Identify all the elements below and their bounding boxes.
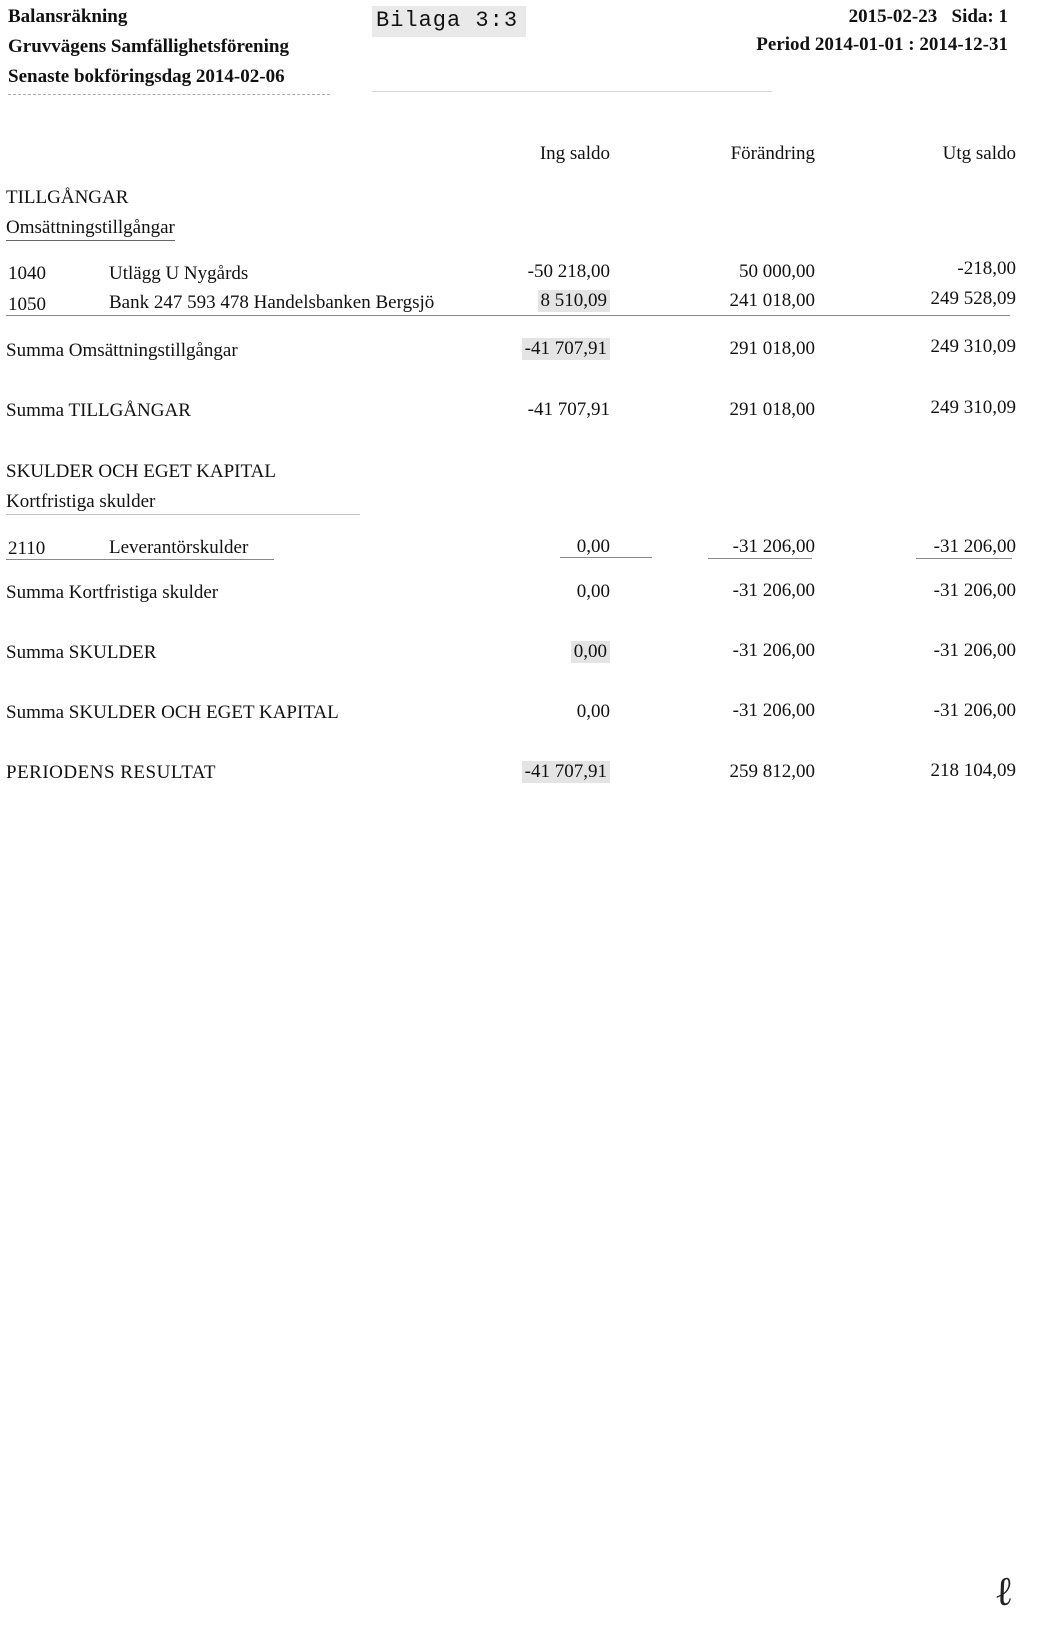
period-value: 2014-01-01 : 2014-12-31 bbox=[814, 34, 1008, 55]
organization-name: Gruvvägens Samfällighetsförening bbox=[8, 36, 289, 57]
total-debts-label: Summa SKULDER bbox=[6, 642, 157, 663]
opening-value: 0,00 bbox=[576, 581, 610, 602]
date-page-line bbox=[849, 6, 1008, 28]
page-label: Sida: bbox=[951, 6, 994, 27]
account-name: Leverantörskulder bbox=[109, 537, 249, 558]
liability-row-underline bbox=[6, 559, 274, 560]
opening-value: 0,00 bbox=[576, 536, 610, 557]
account-number: 1050 bbox=[8, 294, 46, 315]
page-number: 1 bbox=[998, 6, 1008, 27]
change-value: -31 206,00 bbox=[732, 640, 815, 661]
column-opening-balance: Ing saldo bbox=[539, 143, 610, 164]
result-label: PERIODENS RESULTAT bbox=[6, 762, 216, 783]
closing-value: -218,00 bbox=[957, 258, 1016, 279]
closing-value: -31 206,00 bbox=[933, 640, 1016, 661]
closing-value: 249 310,09 bbox=[930, 336, 1016, 357]
last-booking-date: 2014-02-06 bbox=[195, 66, 285, 87]
account-name: Bank 247 593 478 Handelsbanken Bergsjö bbox=[109, 292, 435, 313]
opening-value: -41 707,91 bbox=[522, 338, 610, 360]
period-label: Period bbox=[756, 34, 811, 55]
opening-value: -41 707,91 bbox=[522, 761, 610, 783]
short-term-liabilities-subheading: Kortfristiga skulder bbox=[6, 491, 156, 512]
change-value: -31 206,00 bbox=[732, 536, 815, 557]
closing-value: -31 206,00 bbox=[933, 700, 1016, 721]
report-date: 2015-02-23 bbox=[848, 6, 938, 27]
opening-value: -50 218,00 bbox=[527, 261, 610, 282]
assets-rows-underline bbox=[6, 315, 1010, 316]
closing-value: -31 206,00 bbox=[933, 536, 1016, 557]
change-underline bbox=[708, 558, 812, 559]
closing-underline bbox=[916, 558, 1012, 559]
opening-value: 0,00 bbox=[571, 641, 610, 663]
subtotal-label: Summa Kortfristiga skulder bbox=[6, 582, 219, 603]
last-booking-line bbox=[8, 66, 285, 88]
last-booking-label: Senaste bokföringsdag bbox=[8, 66, 192, 87]
subtotal-label: Summa Omsättningstillgångar bbox=[6, 340, 238, 361]
opening-underline bbox=[560, 557, 652, 558]
change-value: 50 000,00 bbox=[739, 261, 815, 282]
column-closing-balance: Utg saldo bbox=[942, 143, 1016, 164]
total-label: Summa SKULDER OCH EGET KAPITAL bbox=[6, 702, 339, 723]
total-label: Summa TILLGÅNGAR bbox=[6, 400, 191, 421]
header-divider-mid bbox=[372, 91, 772, 92]
document-title: Balansräkning bbox=[8, 6, 128, 27]
account-name: Utlägg U Nygårds bbox=[109, 263, 249, 284]
change-value: 241 018,00 bbox=[729, 290, 815, 311]
change-value: 291 018,00 bbox=[729, 338, 815, 359]
change-value: -31 206,00 bbox=[732, 700, 815, 721]
header-divider-left bbox=[8, 94, 330, 95]
period-line bbox=[756, 34, 1008, 56]
liabilities-heading: SKULDER OCH EGET KAPITAL bbox=[6, 461, 276, 482]
current-assets-subheading: Omsättningstillgångar bbox=[6, 217, 175, 241]
handwritten-initials: ℓ bbox=[991, 1568, 1015, 1616]
change-value: 291 018,00 bbox=[729, 399, 815, 420]
change-value: 259 812,00 bbox=[729, 761, 815, 782]
column-change: Förändring bbox=[730, 143, 815, 164]
attachment-stamp: Bilaga 3:3 bbox=[372, 6, 526, 37]
closing-value: 218 104,09 bbox=[930, 760, 1016, 781]
liabilities-subheading-line bbox=[6, 514, 360, 515]
change-value: -31 206,00 bbox=[732, 580, 815, 601]
account-number: 2110 bbox=[8, 538, 46, 559]
opening-value: 0,00 bbox=[576, 701, 610, 722]
opening-value: 8 510,09 bbox=[538, 290, 611, 312]
closing-value: 249 310,09 bbox=[930, 397, 1016, 418]
account-number: 1040 bbox=[8, 263, 46, 284]
closing-value: -31 206,00 bbox=[933, 580, 1016, 601]
closing-value: 249 528,09 bbox=[930, 288, 1016, 309]
opening-value: -41 707,91 bbox=[527, 399, 610, 420]
assets-heading: TILLGÅNGAR bbox=[6, 187, 129, 208]
